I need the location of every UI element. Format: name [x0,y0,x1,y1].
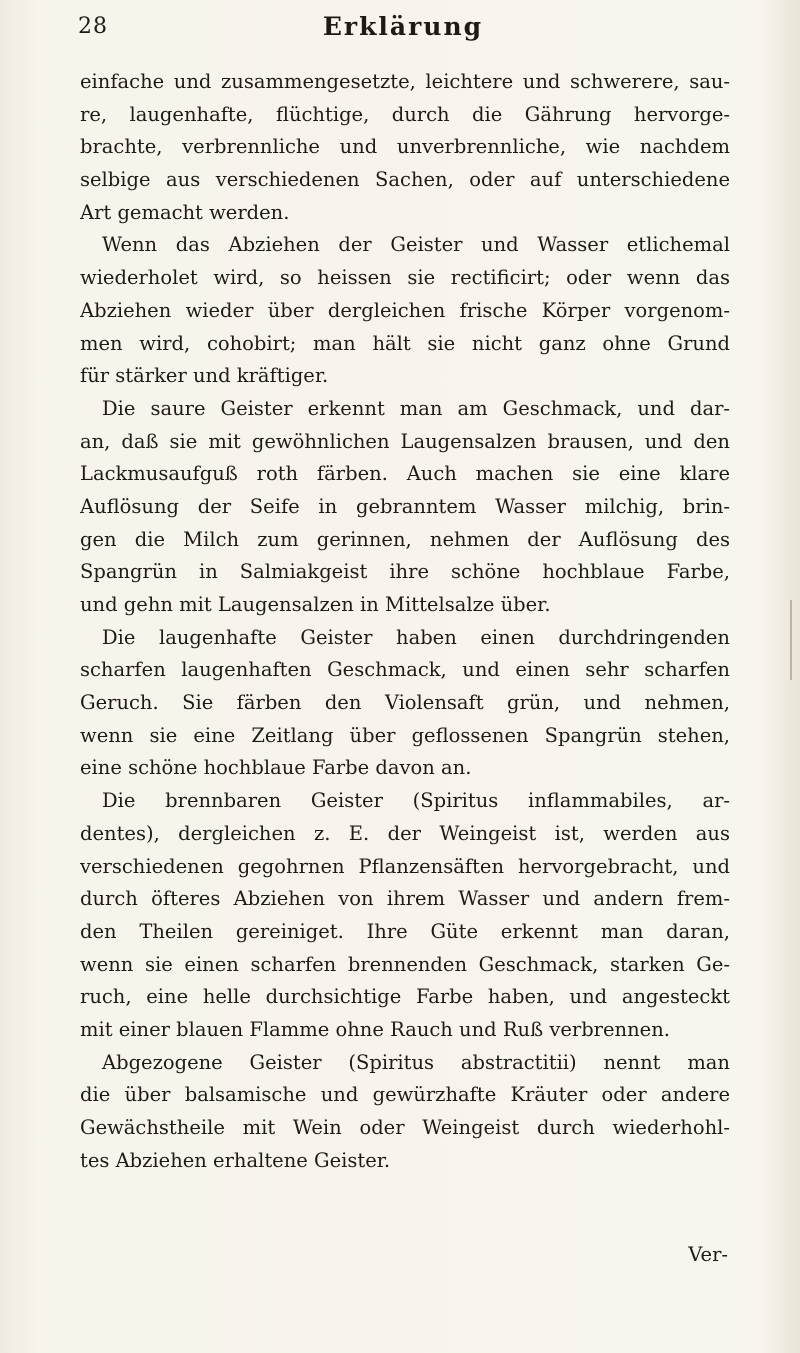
text-line: eine schöne hochblaue Farbe davon an. [80,756,472,780]
text-line: Geruch. Sie färben den Violensaft grün, und nehmen, [80,691,730,715]
page-number: 28 [78,14,108,39]
text-line: scharfen laugenhaften Geschmack, und einen sehr scharfen [80,658,730,682]
text-line: den Theilen gereiniget. Ihre Güte erkennt man daran, [80,919,730,943]
text-line: Auflösung der Seife in gebranntem Wasser milchig, brin- [80,494,730,518]
catchword: Ver- [688,1243,728,1266]
text-line: wenn sie eine Zeitlang über geflossenen Spangrün stehen, [80,723,730,747]
body-text [80,66,730,1177]
running-head: Erklärung [322,12,484,41]
text-line: die über balsamische und gewürzhafte Kräuter oder andere [80,1083,730,1107]
text-line: dentes), dergleichen z. E. der Weingeist ist, werden aus [80,821,730,845]
text-line: men wird, cohobirt; man hält sie nicht ganz ohne Grund [80,331,730,355]
text-line: Spangrün in Salmiakgeist ihre schöne hochblaue Farbe, [80,560,730,584]
page-header [78,14,728,54]
text-line: wenn sie einen scharfen brennenden Geschmack, starken Ge- [80,952,730,976]
text-line: brachte, verbrennliche und unverbrennliche, wie nachdem [80,135,730,159]
text-line: tes Abziehen erhaltene Geister. [80,1148,391,1172]
text-line: Die brennbaren Geister (Spiritus inflammabiles, ar- [102,789,730,813]
text-line: Abgezogene Geister (Spiritus abstractitii) nennt man [102,1050,730,1074]
text-line: wiederholet wird, so heissen sie rectificirt; oder wenn das [80,266,730,290]
text-line: ruch, eine helle durchsichtige Farbe haben, und angesteckt [80,985,730,1009]
text-line: an, daß sie mit gewöhnlichen Laugensalzen brausen, und den [80,429,730,453]
text-line: Die saure Geister erkennt man am Geschmack, und dar- [102,396,730,420]
text-line: re, laugenhafte, flüchtige, durch die Gährung hervorge- [80,102,730,126]
text-line: Abziehen wieder über dergleichen frische Körper vorgenom- [80,298,730,322]
text-line: Art gemacht werden. [80,200,290,224]
text-line: selbige aus verschiedenen Sachen, oder auf unterschiedene [80,168,730,192]
text-line: Gewächstheile mit Wein oder Weingeist durch wiederhohl- [80,1116,730,1139]
text-line: verschiedenen gegohrnen Pflanzensäften hervorgebracht, und [80,854,730,878]
text-line: durch öfteres Abziehen von ihrem Wasser und andern frem- [80,887,730,911]
text-line: Die laugenhafte Geister haben einen durchdringenden [102,625,730,649]
text-line: mit einer blauen Flamme ohne Rauch und Ruß verbrennen. [80,1017,670,1041]
text-line: Wenn das Abziehen der Geister und Wasser etlichemal [102,233,730,257]
text-line: Lackmusaufguß roth färben. Auch machen sie eine klare [80,462,730,486]
text-line: einfache und zusammengesetzte, leichtere und schwerere, sau- [80,70,730,93]
text-line: für stärker und kräftiger. [80,364,329,388]
text-line: und gehn mit Laugensalzen in Mittelsalze über. [80,593,551,616]
text-line: gen die Milch zum gerinnen, nehmen der Auflösung des [80,527,730,551]
page-edge-mark [790,600,792,680]
